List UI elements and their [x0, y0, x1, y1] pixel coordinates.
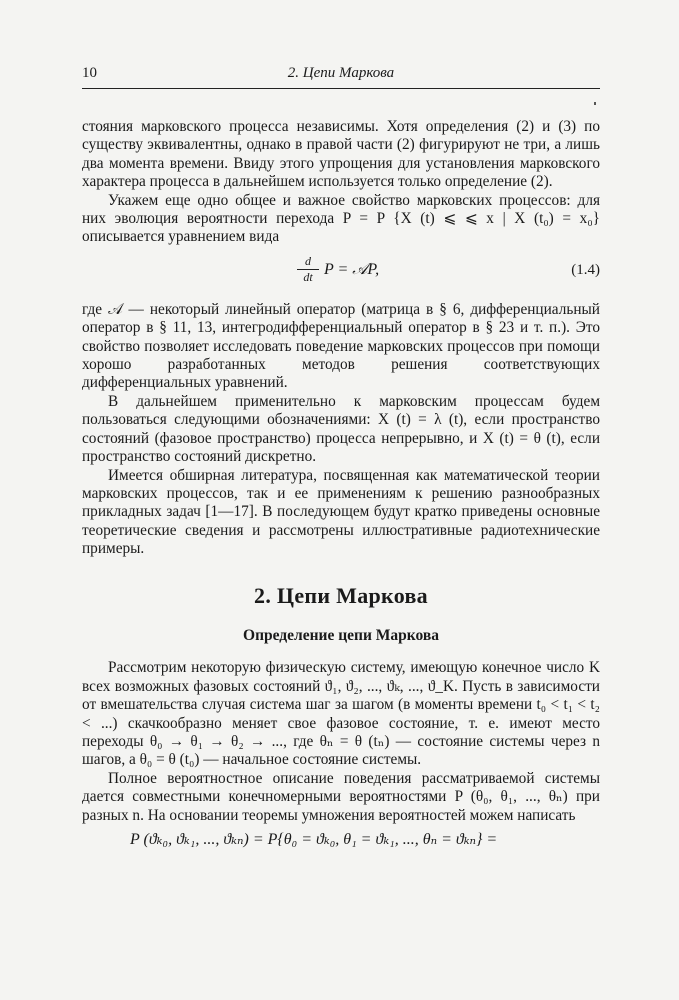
- paragraph-1: стояния марковского процесса независимы. Хотя определения (2) и (3) по существу эквивалентны, однако в правой части (2) фигурируют не три, а лишь два момента времени. Ввиду этого упрощения для установления марковского характера процесса в дальнейшем используется только определение (2).: [82, 118, 600, 191]
- page-number: 10: [82, 65, 97, 81]
- derivative-fraction: [297, 255, 319, 284]
- body-text: [82, 118, 600, 849]
- paragraph-2: Укажем еще одно общее и важное свойство марковских процессов: для них эволюция вероятности перехода P = P {X (t) ⩽ ⩽ x | X (t₀) = x₀} описывается уравнением вида: [82, 191, 600, 246]
- scan-speck: [594, 102, 596, 105]
- equation-number: (1.4): [571, 261, 600, 278]
- page-header: [82, 62, 600, 89]
- equation-rhs: P = 𝒜P,: [324, 260, 380, 278]
- paragraph-7: Полное вероятностное описание поведения рассматриваемой системы дается совместными конечномерными вероятностями P (θ₀, θ₁, ..., θₙ) при разных n. На основании теоремы умножения вероятностей можем написать: [82, 769, 600, 824]
- section-title: 2. Цепи Маркова: [254, 582, 428, 608]
- paragraph-4: В дальнейшем применительно к марковским процессам будем пользоваться следующими обозначениями: X (t) = λ (t), если пространство состояний (фазовое пространство) процесса непрерывно, и X (t) = θ (t), если пространство состояний дискретно.: [82, 392, 600, 466]
- paragraph-3: где 𝒜 — некоторый линейный оператор (матрица в § 6, дифференциальный оператор в § 11, 13, интегродифференциальный оператор в § 23 и т. п.). Это свойство позволяет исследовать поведение марковских процессов при помощи хорошо разработанных методов решения соответствующих дифференциальных уравнений.: [82, 300, 600, 392]
- fraction-numerator: d: [297, 255, 319, 270]
- running-head: 2. Цепи Маркова: [287, 65, 395, 81]
- fraction-denominator: dt: [303, 269, 313, 284]
- subsection-title: Определение цепи Маркова: [243, 626, 439, 644]
- paragraph-5: Имеется обширная литература, посвященная как математической теории марковских процессов, так и ее применениям к решению разнообразных прикладных задач [1—17]. В последующем будут кратко приведены основные теоретические сведения и рассмотрены иллюстративные радиотехнические примеры.: [82, 466, 600, 558]
- paragraph-6: Рассмотрим некоторую физическую систему, имеющую конечное число K всех возможных фазовых состояний ϑ₁, ϑ₂, ..., ϑₖ, ..., ϑ_K. Пусть в зависимости от вмешательства случая система шаг за шагом (в моменты времени t₀ < t₁ < t₂ < ...) скачкообразно меняет свое фазовое состояние, т. е. имеют место переходы θ₀ → θ₁ → θ₂ → ..., где θₙ = θ (tₙ) — состояние системы через n шагов, а θ₀ = θ (t₀) — начальное состояние системы.: [82, 659, 600, 769]
- equation-joint-probability: P (ϑₖ₀, ϑₖ₁, ..., ϑₖₙ) = P{θ₀ = ϑₖ₀, θ₁ = ϑₖ₁, ..., θₙ = ϑₖₙ} =: [130, 831, 498, 848]
- equation-1-4: [82, 251, 600, 295]
